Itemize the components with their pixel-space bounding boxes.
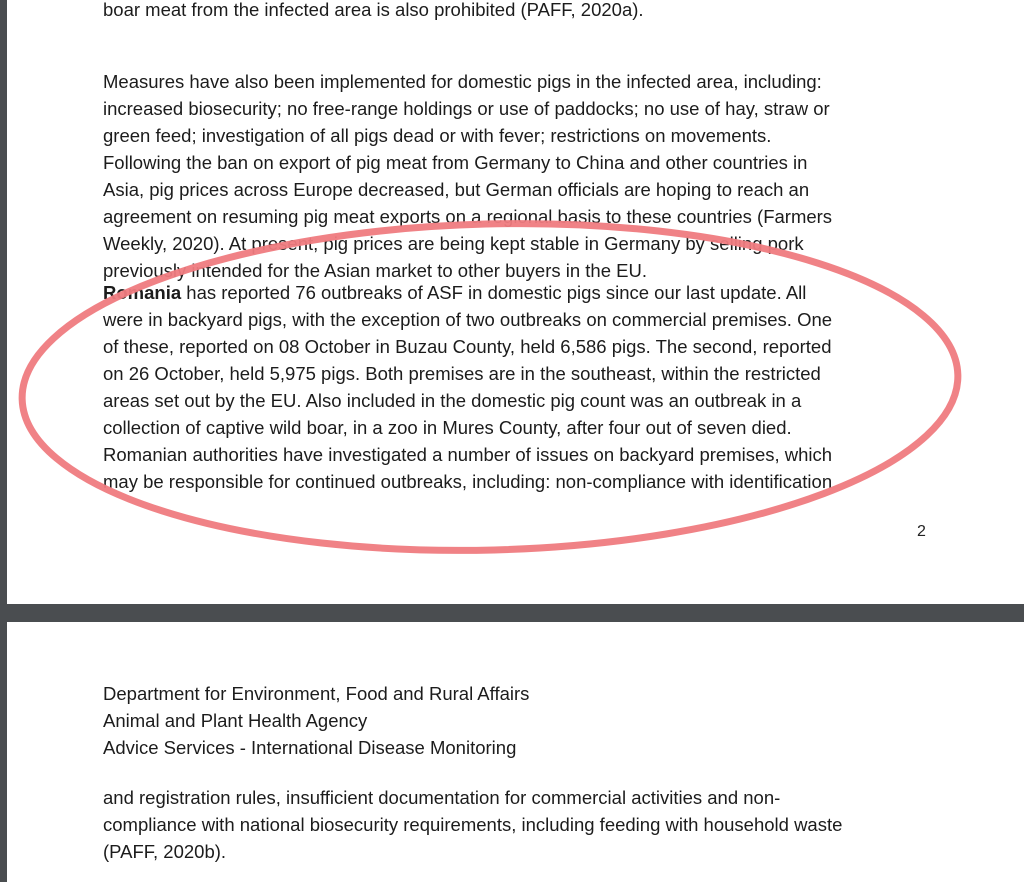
text-line: (PAFF, 2020b). [103, 841, 227, 862]
text-line: Following the ban on export of pig meat from Germany to China and other countries in [103, 152, 808, 173]
text-line: may be responsible for continued outbreaks, including: non-compliance with identification [103, 471, 833, 492]
text-line: on 26 October, held 5,975 pigs. Both premises are in the southeast, within the restricted [103, 363, 821, 384]
text-line: agreement on resuming pig meat exports on a regional basis to these countries (Farmers [103, 206, 833, 227]
text-line: and registration rules, insufficient documentation for commercial activities and non- [103, 787, 781, 808]
page-number: 2 [917, 523, 926, 540]
text-line: previously intended for the Asian market to other buyers in the EU. [103, 260, 647, 281]
header-line: Department for Environment, Food and Rural Affairs [103, 683, 530, 704]
text-line: were in backyard pigs, with the exception of two outbreaks on commercial premises. One [103, 309, 833, 330]
text-line: Measures have also been implemented for domestic pigs in the infected area, including: [103, 71, 822, 92]
text-line: green feed; investigation of all pigs dead or with fever; restrictions on movements. [103, 125, 772, 146]
text-line: increased biosecurity; no free-range holdings or use of paddocks; no use of hay, straw or [103, 98, 830, 119]
text-line: collection of captive wild boar, in a zoo in Mures County, after four out of seven died. [103, 417, 792, 438]
text-line: boar meat from the infected area is also prohibited (PAFF, 2020a). [103, 0, 644, 20]
text-line: Weekly, 2020). At present, pig prices are being kept stable in Germany by selling pork [103, 233, 804, 254]
pdf-page-3 [7, 622, 1024, 882]
text-line [103, 282, 806, 304]
country-name: Romania [103, 282, 182, 303]
text-line: Asia, pig prices across Europe decreased, but German officials are hoping to reach an [103, 179, 810, 200]
text-line: Romanian authorities have investigated a number of issues on backyard premises, which [103, 444, 833, 465]
text-line: areas set out by the EU. Also included in the domestic pig count was an outbreak in a [103, 390, 802, 411]
header-line: Advice Services - International Disease Monitoring [103, 737, 517, 758]
text-line: of these, reported on 08 October in Buzau County, held 6,586 pigs. The second, reported [103, 336, 832, 357]
pdf-page-2 [7, 0, 1024, 604]
text-line: compliance with national biosecurity requirements, including feeding with household waste [103, 814, 843, 835]
header-line: Animal and Plant Health Agency [103, 710, 368, 731]
text-span: has reported 76 outbreaks of ASF in domestic pigs since our last update. All [181, 282, 807, 303]
